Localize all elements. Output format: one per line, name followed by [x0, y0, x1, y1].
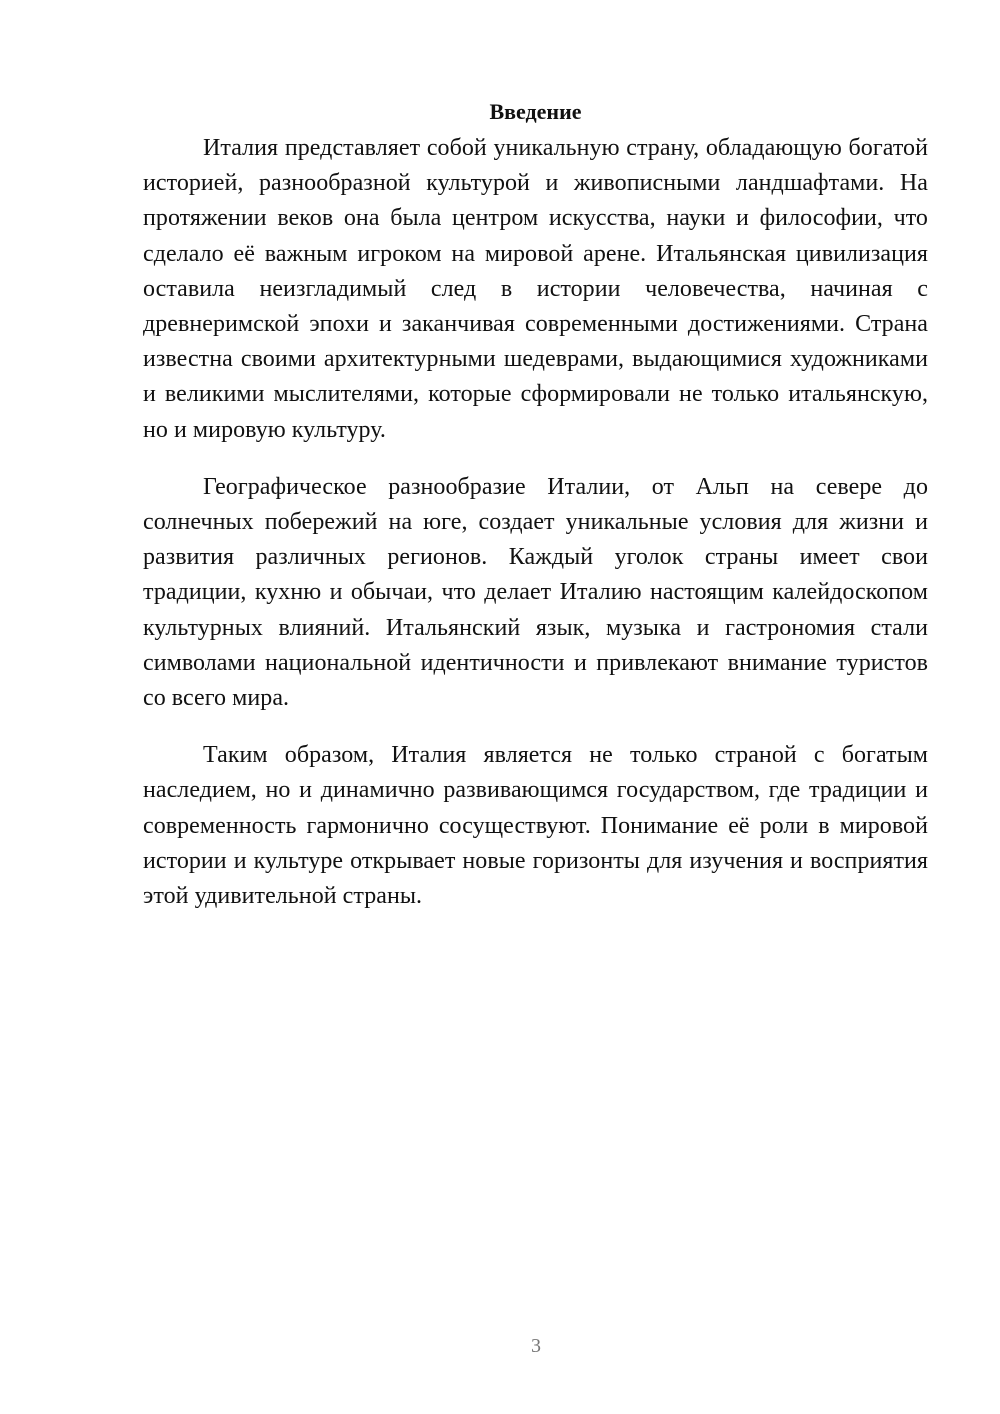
page-content	[143, 96, 928, 936]
section-heading: Введение	[489, 99, 582, 124]
paragraph-geography: Географическое разнообразие Италии, от Альп на севере до солнечных побережий на юге, создает уникальные условия для жизни и развития различных регионов. Каждый уголок страны имеет свои традиции, кухню и обычаи, что делает Италию настоящим калейдоскопом культурных влияний. Итальянский язык, музыка и гастрономия стали символами национальной идентичности и привлекают внимание туристов со всего мира.	[143, 473, 928, 712]
paragraph-conclusion: Таким образом, Италия является не только страной с богатым наследием, но и динамично развивающимся государством, где традиции и современность гармонично сосуществуют. Понимание её роли в мировой истории и культуре открывает новые горизонты для изучения и восприятия этой удивительной страны.	[143, 742, 928, 910]
page-number: 3	[531, 1335, 541, 1357]
paragraph-intro: Италия представляет собой уникальную страну, обладающую богатой историей, разнообразной культурой и живописными ландшафтами. На протяжении веков она была центром искусства, науки и философии, что сделало её важным игроком на мировой арене. Итальянская цивилизация оставила неизгладимый след в истории человечества, начиная с древнеримской эпохи и заканчивая современными достижениями. Страна известна своими архитектурными шедеврами, выдающимися художниками и великими мыслителями, которые сформировали не только итальянскую, но и мировую культуру.	[143, 135, 928, 443]
